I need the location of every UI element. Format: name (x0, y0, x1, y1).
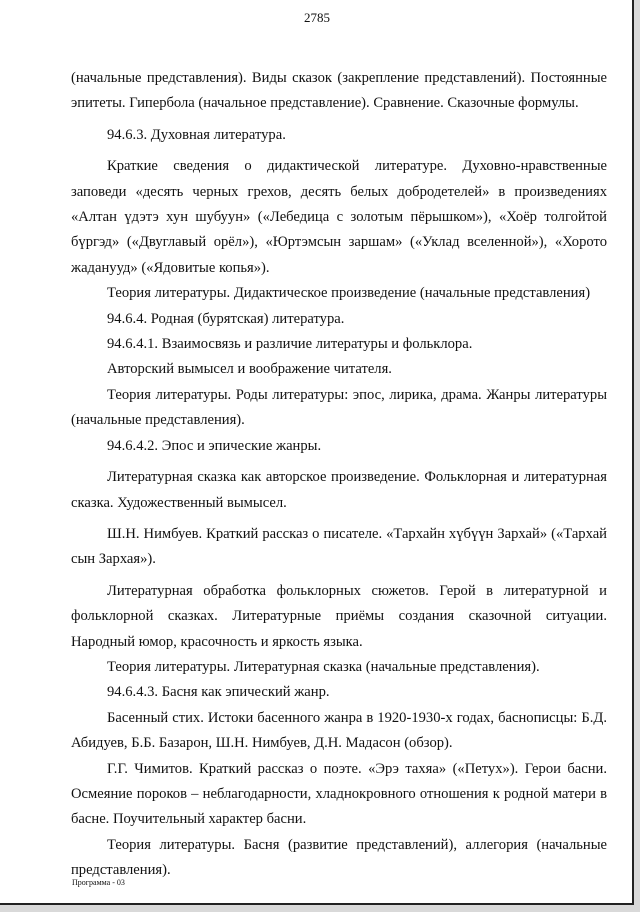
paragraph: Литературная обработка фольклорных сюжетов. Герой в литературной и фольклорной сказках. Литературные приёмы создания сказочной ситуации. Народный юмор, красочность и яркость языка. (71, 582, 607, 650)
theory-note: Теория литературы. Литературная сказка (начальные представления). (107, 658, 540, 675)
paragraph: Литературная сказка как авторское произведение. Фольклорная и литературная сказка. Художественный вымысел. (71, 469, 607, 511)
paragraph: Авторский вымысел и воображение читателя. (107, 361, 392, 378)
theory-note: Теория литературы. Дидактическое произведение (начальные представления) (107, 285, 591, 302)
paragraph: Краткие сведения о дидактической литературе. Духовно-нравственные заповеди «десять черных грехов, десять белых добродетелей» в произведениях «Алтан үдэтэ хун шубуун» («Лебедица с золотым пёрышком»), «Хоёр толгойтой бүргэд» («Двуглавый орёл»), «Юртэмсын заршам» («Уклад вселенной»), «Хорото жаданууд» («Ядовитые копья»). (71, 158, 607, 276)
subsection-heading: 94.6.4.1. Взаимосвязь и различие литературы и фольклора. (107, 336, 473, 353)
paragraph: Г.Г. Чимитов. Краткий рассказ о поэте. «Эрэ тахяа» («Петух»). Герои басни. Осмеяние пороков – неблагодарности, хладнокровного отношения к родной матери в басне. Поучительный характер басни. (71, 760, 607, 828)
page-body (71, 66, 607, 884)
theory-note: Теория литературы. Басня (развитие представлений), аллегория (начальные представления). (71, 836, 607, 879)
subsection-heading: 94.6.4.2. Эпос и эпические жанры. (107, 437, 322, 454)
paragraph-continuation: (начальные представления). Виды сказок (закрепление представлений). Постоянные эпитеты. Гипербола (начальное представление). Сравнение. Сказочные формулы. (71, 70, 607, 112)
theory-note: Теория литературы. Роды литературы: эпос, лирика, драма. Жанры литературы (начальные представления). (71, 386, 607, 429)
page-number: 2785 (304, 10, 330, 25)
section-heading: 94.6.4. Родная (бурятская) литература. (107, 310, 345, 327)
page-footer: Программа - 03 (72, 878, 125, 887)
section-heading: 94.6.3. Духовная литература. (107, 126, 286, 143)
paragraph: Басенный стих. Истоки басенного жанра в 1920-1930-х годах, баснописцы: Б.Д. Абидуев, Б.Б. Базарон, Ш.Н. Нимбуев, Д.Н. Мадасон (обзор). (71, 709, 607, 752)
subsection-heading: 94.6.4.3. Басня как эпический жанр. (107, 684, 330, 701)
paragraph: Ш.Н. Нимбуев. Краткий рассказ о писателе. «Тархайн хүбүүн Зархай» («Тархай сын Зархая»). (71, 525, 607, 568)
